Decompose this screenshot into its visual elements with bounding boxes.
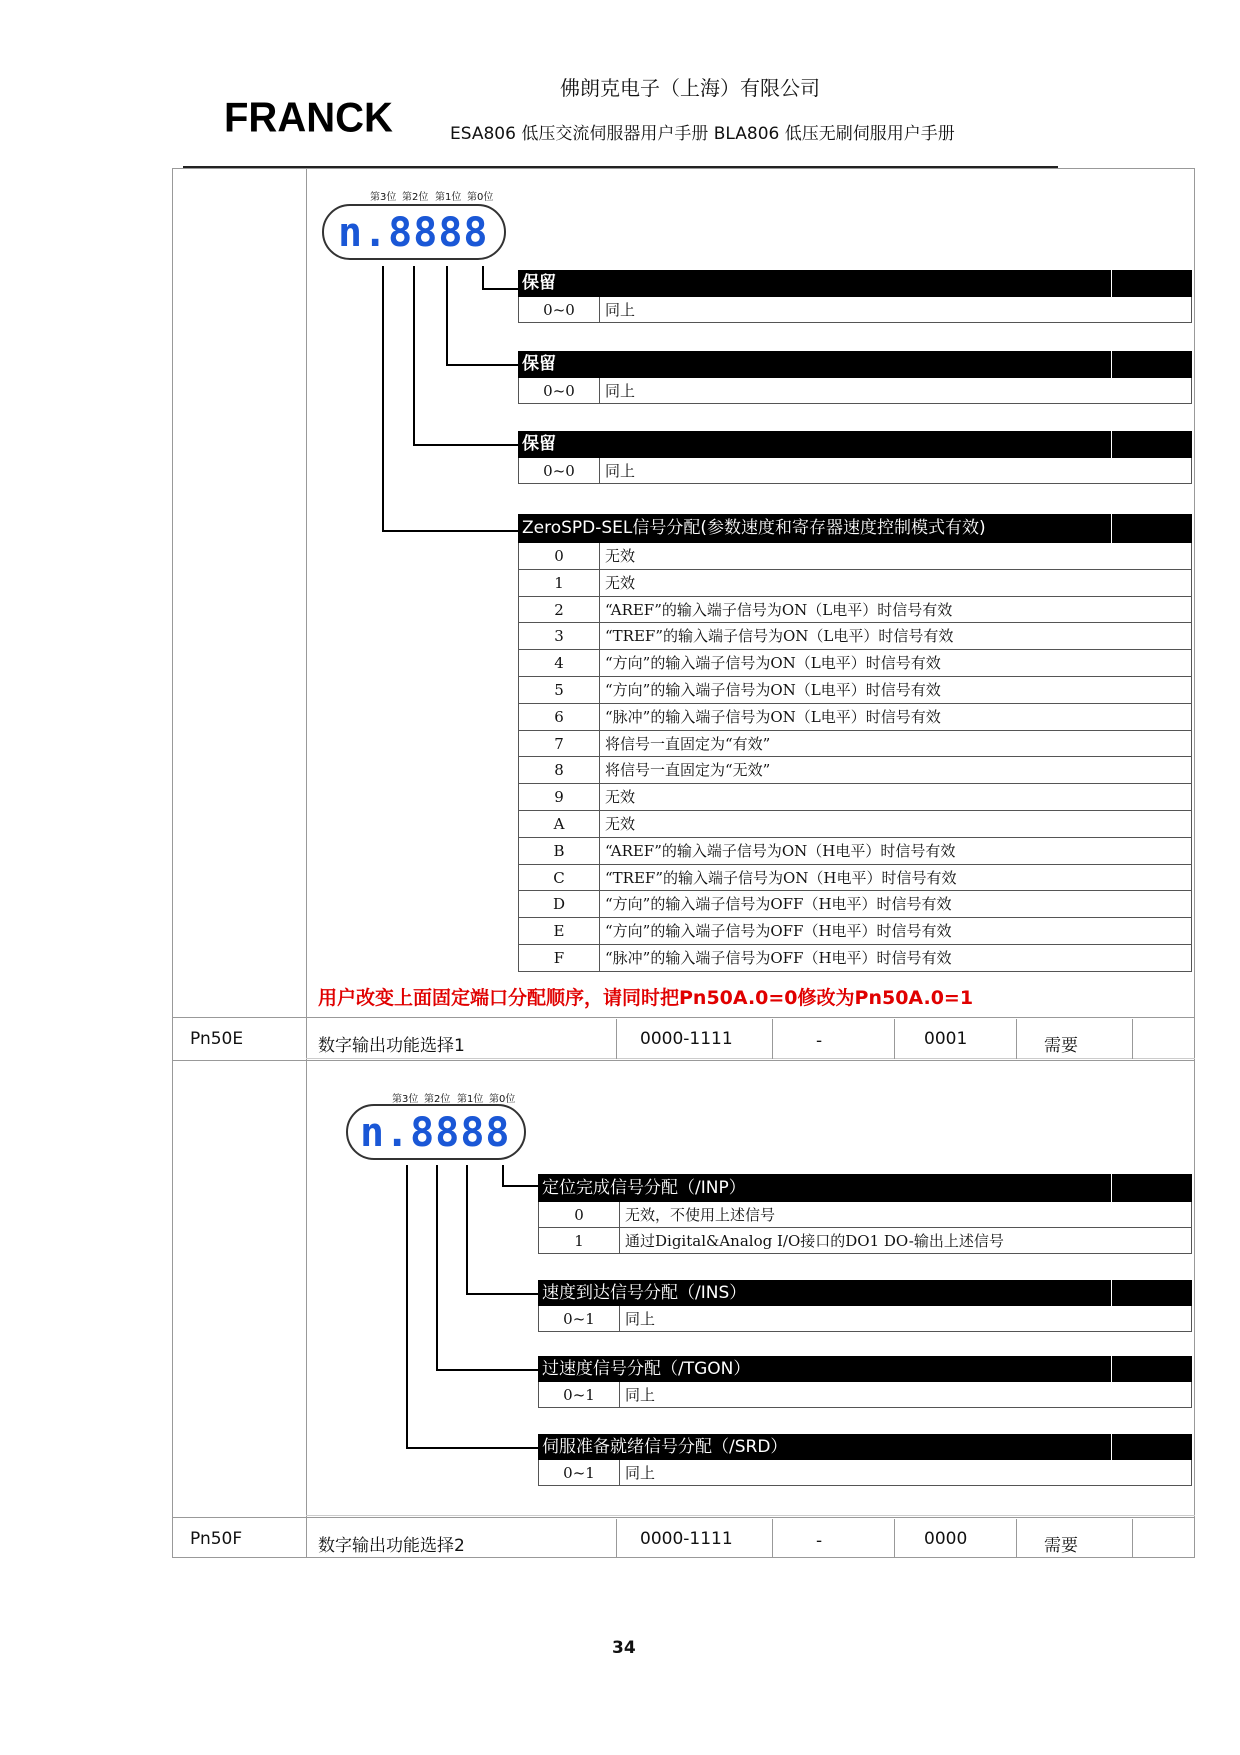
row-value: 同上 xyxy=(605,462,636,480)
table-row xyxy=(518,623,1192,650)
block-header-reserved xyxy=(518,351,1192,378)
row-key: 0~0 xyxy=(519,297,600,322)
row-value: “方向”的输入端子信号为OFF（H电平）时信号有效 xyxy=(605,895,952,914)
param-unit: - xyxy=(816,1031,823,1051)
page-number: 34 xyxy=(612,1638,636,1658)
row-value: “TREF”的输入端子信号为ON（H电平）时信号有效 xyxy=(605,868,957,887)
row-key: 0~1 xyxy=(539,1382,620,1407)
row-value: 将信号一直固定为“无效” xyxy=(605,761,771,780)
table-row xyxy=(518,757,1192,784)
parameter-display xyxy=(346,1104,526,1160)
block-header-reserved xyxy=(518,270,1192,297)
table-row xyxy=(538,1382,1192,1408)
row-key: 2 xyxy=(519,597,600,623)
row-value: 同上 xyxy=(625,1464,656,1482)
table-row xyxy=(518,378,1192,404)
row-key: D xyxy=(519,891,600,917)
manual-title: ESA806 低压交流伺服器用户手册 BLA806 低压无刷伺服用户手册 xyxy=(450,124,955,144)
leader-line xyxy=(406,1165,538,1449)
row-key: B xyxy=(519,838,600,864)
param-default: 0001 xyxy=(924,1029,968,1049)
cell-divider xyxy=(1016,1519,1017,1557)
row-key: 5 xyxy=(519,677,600,703)
table-row xyxy=(538,1306,1192,1332)
row-value: “脉冲”的输入端子信号为OFF（H电平）时信号有效 xyxy=(605,949,952,967)
row-key: 0 xyxy=(539,1202,620,1227)
block-title: 速度到达信号分配（/INS） xyxy=(542,1283,747,1303)
franck-logo: FRANCK xyxy=(224,94,393,142)
table-row xyxy=(518,650,1192,677)
row-value: “方向”的输入端子信号为OFF（H电平）时信号有效 xyxy=(605,922,952,941)
table-row xyxy=(518,543,1192,570)
table-row xyxy=(538,1228,1192,1254)
row-key: 0 xyxy=(519,543,600,569)
row-value: “AREF”的输入端子信号为ON（L电平）时信号有效 xyxy=(605,600,953,619)
param-unit: - xyxy=(816,1531,823,1551)
table-row-divider xyxy=(172,1517,1195,1518)
row-value: 无效，不使用上述信号 xyxy=(625,1206,776,1224)
row-value: “方向”的输入端子信号为ON（L电平）时信号有效 xyxy=(605,681,941,699)
cell-divider xyxy=(1016,1019,1017,1059)
row-key: 8 xyxy=(519,757,600,783)
digit-label: 第2位 xyxy=(402,192,429,203)
table-row-divider xyxy=(306,1515,1195,1516)
row-key: F xyxy=(519,945,600,971)
digit-label: 第0位 xyxy=(467,192,494,203)
block-title: 定位完成信号分配（/INP） xyxy=(542,1178,746,1198)
table-row xyxy=(518,597,1192,624)
param-range: 0000-1111 xyxy=(640,1029,733,1049)
table-row xyxy=(518,838,1192,865)
table-row xyxy=(518,945,1192,972)
table-row xyxy=(518,677,1192,704)
digit-label: 第1位 xyxy=(435,192,462,203)
parameter-display xyxy=(322,204,506,260)
row-key: 0~0 xyxy=(519,378,600,403)
display-digits: n.8888 xyxy=(360,1110,511,1156)
block-header-reserved xyxy=(518,431,1192,458)
table-column-divider xyxy=(306,168,307,1558)
cell-divider xyxy=(772,1019,773,1059)
param-code: Pn50E xyxy=(190,1029,244,1049)
row-value: 同上 xyxy=(605,301,636,319)
cell-divider xyxy=(894,1019,895,1059)
param-range: 0000-1111 xyxy=(640,1529,733,1549)
table-row xyxy=(518,918,1192,945)
row-value: 同上 xyxy=(605,382,636,400)
row-key: A xyxy=(519,811,600,837)
block-title: 过速度信号分配（/TGON） xyxy=(542,1359,751,1379)
row-key: C xyxy=(519,865,600,891)
block-header-tgon xyxy=(538,1356,1192,1382)
block-header-zerospd xyxy=(518,514,1192,543)
cell-divider xyxy=(1132,1019,1133,1059)
param-name: 数字输出功能选择1 xyxy=(318,1036,465,1056)
row-value: 无效 xyxy=(605,573,636,592)
digit-label: 第1位 xyxy=(457,1094,484,1105)
notice-text: 用户改变上面固定端口分配顺序，请同时把Pn50A.0=0修改为Pn50A.0=1 xyxy=(318,987,974,1009)
cell-divider xyxy=(894,1519,895,1557)
row-key: 9 xyxy=(519,784,600,810)
row-value: 同上 xyxy=(625,1310,656,1328)
table-row xyxy=(538,1460,1192,1486)
digit-label: 第0位 xyxy=(489,1094,516,1105)
digit-label: 第2位 xyxy=(424,1094,451,1105)
row-value: 无效 xyxy=(605,815,636,833)
row-key: 6 xyxy=(519,704,600,730)
param-restart: 需要 xyxy=(1044,1536,1078,1556)
row-value: 无效 xyxy=(605,547,636,565)
table-row-divider xyxy=(172,1060,1195,1061)
block-title: 伺服准备就绪信号分配（/SRD） xyxy=(542,1437,788,1457)
table-row xyxy=(518,865,1192,892)
block-title: 保留 xyxy=(522,354,556,374)
digit-label: 第3位 xyxy=(370,192,397,203)
row-value: 同上 xyxy=(625,1386,656,1404)
row-key: 3 xyxy=(519,623,600,649)
param-restart: 需要 xyxy=(1044,1036,1078,1056)
table-row xyxy=(518,784,1192,811)
block-header-inp xyxy=(538,1174,1192,1202)
table-row-divider xyxy=(172,1017,1195,1018)
table-row xyxy=(518,297,1192,323)
display-digits: n.8888 xyxy=(338,210,489,256)
row-key: 0~0 xyxy=(519,458,600,483)
row-key: 7 xyxy=(519,731,600,757)
block-header-srd xyxy=(538,1434,1192,1460)
table-row xyxy=(518,891,1192,918)
param-name: 数字输出功能选择2 xyxy=(318,1536,465,1556)
row-value: “AREF”的输入端子信号为ON（H电平）时信号有效 xyxy=(605,841,956,860)
row-key: 4 xyxy=(519,650,600,676)
block-title: ZeroSPD-SEL信号分配(参数速度和寄存器速度控制模式有效) xyxy=(522,518,986,538)
table-row xyxy=(518,811,1192,838)
row-value: “脉冲”的输入端子信号为ON（L电平）时信号有效 xyxy=(605,707,941,726)
row-value: 通过Digital&Analog I/O接口的DO1 DO-输出上述信号 xyxy=(625,1232,1004,1250)
cell-divider xyxy=(616,1019,617,1059)
row-key: E xyxy=(519,918,600,944)
row-value: “方向”的输入端子信号为ON（L电平）时信号有效 xyxy=(605,654,941,673)
table-row xyxy=(518,458,1192,484)
digit-label: 第3位 xyxy=(392,1094,419,1105)
row-value: “TREF”的输入端子信号为ON（L电平）时信号有效 xyxy=(605,627,954,646)
cell-divider xyxy=(616,1519,617,1557)
row-key: 0~1 xyxy=(539,1306,620,1331)
block-title: 保留 xyxy=(522,273,556,293)
block-title: 保留 xyxy=(522,434,556,454)
cell-divider xyxy=(1132,1519,1133,1557)
param-default: 0000 xyxy=(924,1529,968,1549)
row-value: 将信号一直固定为“有效” xyxy=(605,734,771,753)
row-key: 1 xyxy=(539,1228,620,1253)
row-key: 0~1 xyxy=(539,1460,620,1485)
param-code: Pn50F xyxy=(190,1529,243,1549)
leader-line xyxy=(382,266,518,532)
row-value: 无效 xyxy=(605,788,636,807)
row-key: 1 xyxy=(519,570,600,596)
table-row xyxy=(538,1202,1192,1228)
table-row xyxy=(518,731,1192,758)
cell-divider xyxy=(772,1519,773,1557)
table-row xyxy=(518,704,1192,731)
table-row xyxy=(518,570,1192,597)
table-row-divider xyxy=(306,1058,1195,1059)
company-name: 佛朗克电子（上海）有限公司 xyxy=(560,76,820,100)
block-header-ins xyxy=(538,1280,1192,1306)
